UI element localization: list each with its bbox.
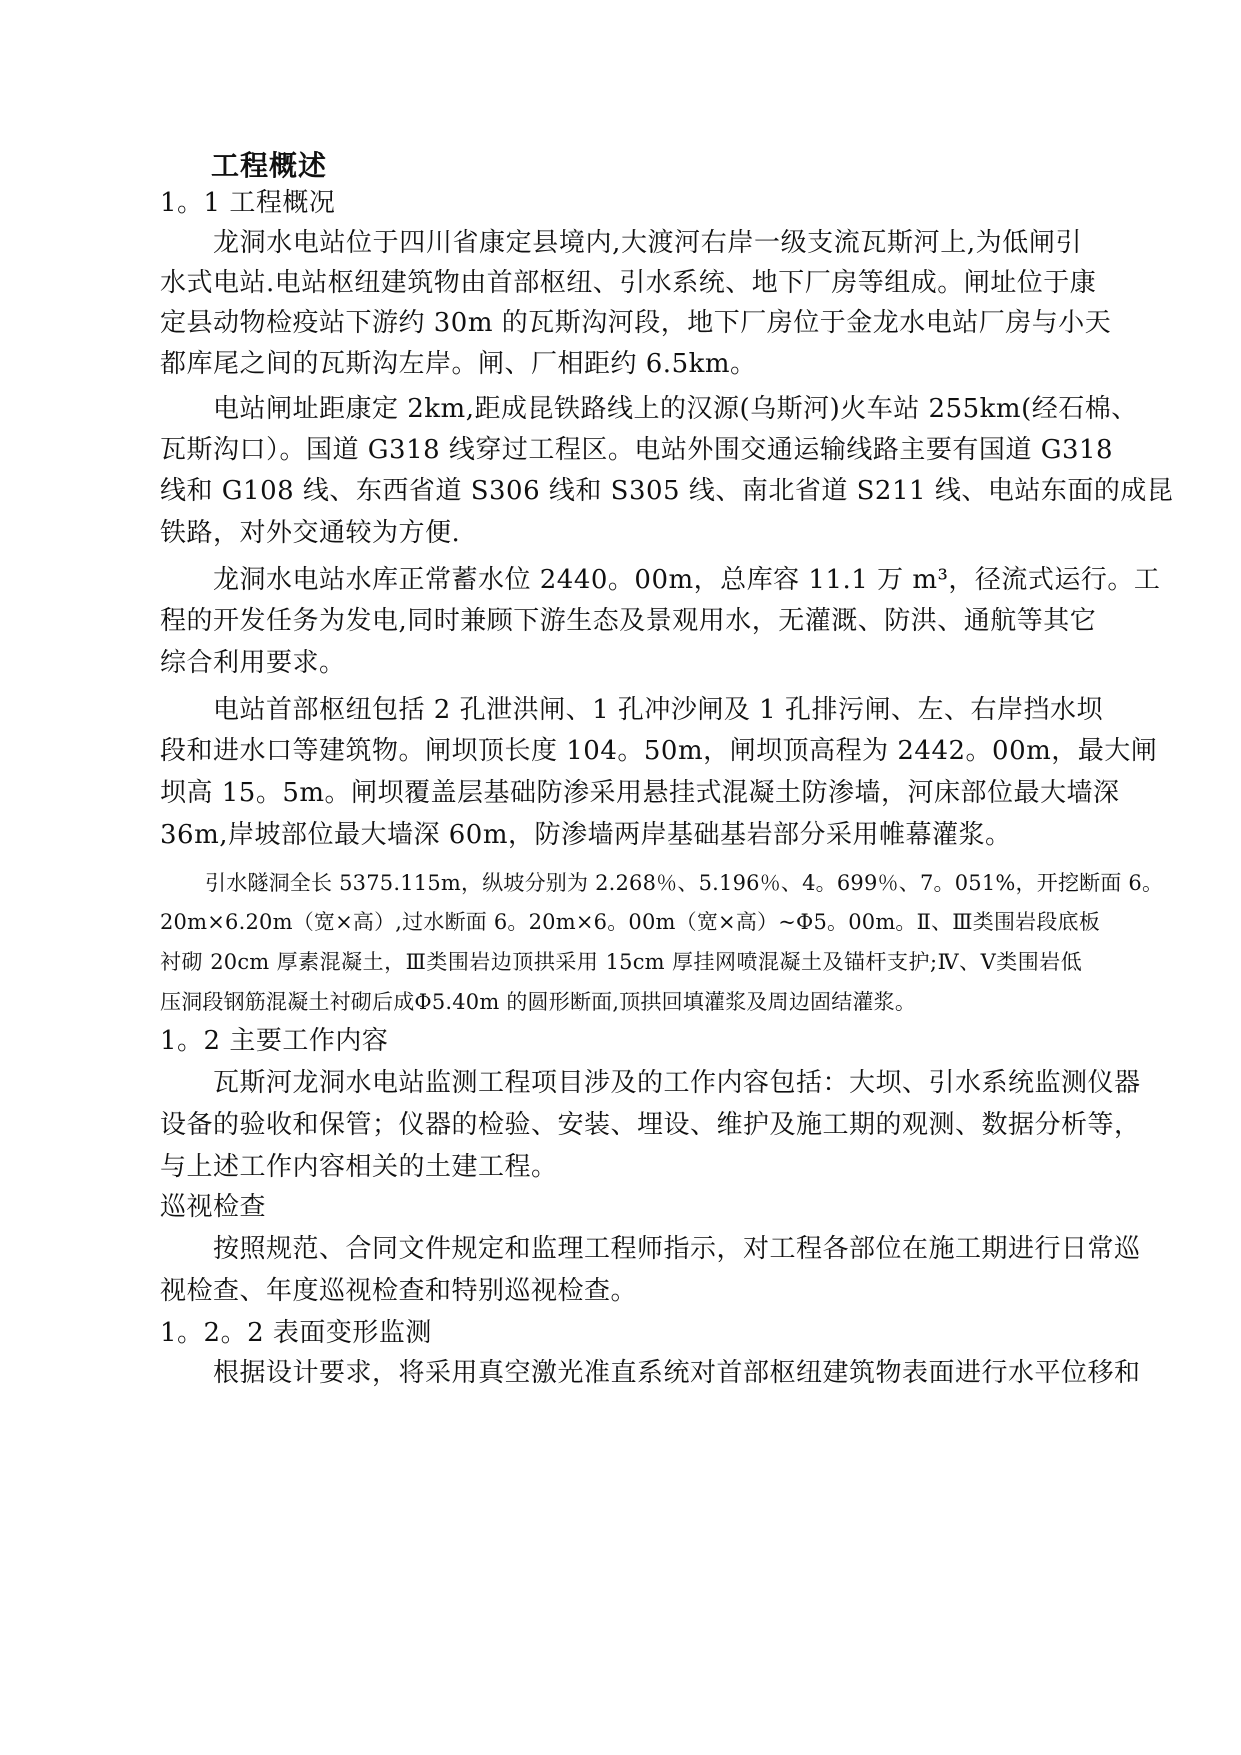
- section-heading-inspection: 巡视检查: [160, 1192, 267, 1222]
- paragraph-line: 龙洞水电站水库正常蓄水位 2440。00m，总库容 11.1 万 m³，径流式运行。工: [213, 565, 1161, 595]
- paragraph-line: 压洞段钢筋混凝土衬砌后成Φ5.40m 的圆形断面,顶拱回填灌浆及周边固结灌浆。: [160, 990, 917, 1014]
- paragraph-line: 综合利用要求。: [160, 648, 346, 678]
- paragraph-line: 视检查、年度巡视检查和特别巡视检查。: [160, 1276, 638, 1306]
- paragraph-line: 电站闸址距康定 2km,距成昆铁路线上的汉源(乌斯河)火车站 255km(经石棉、: [213, 394, 1138, 424]
- paragraph-line: 引水隧洞全长 5375.115m，纵坡分别为 2.268％、5.196％、4。699％、7。051%，开挖断面 6。: [205, 871, 1164, 895]
- paragraph-line: 线和 G108 线、东西省道 S306 线和 S305 线、南北省道 S211 线、电站东面的成昆: [160, 476, 1174, 506]
- section-heading-1-1: 1。1 工程概况: [160, 188, 336, 218]
- paragraph-line: 根据设计要求，将采用真空激光准直系统对首部枢纽建筑物表面进行水平位移和: [213, 1358, 1141, 1388]
- paragraph-line: 都库尾之间的瓦斯沟左岸。闸、厂相距约 6.5km。: [160, 349, 757, 379]
- paragraph-line: 龙洞水电站位于四川省康定县境内,大渡河右岸一级支流瓦斯河上,为低闸引: [213, 228, 1082, 258]
- document-title: 工程概述: [211, 149, 328, 182]
- paragraph-line: 水式电站.电站枢纽建筑物由首部枢纽、引水系统、地下厂房等组成。闸址位于康: [160, 268, 1097, 298]
- section-heading-1-2-2: 1。2。2 表面变形监测: [160, 1318, 432, 1348]
- paragraph-line: 20m×6.20m（宽×高）,过水断面 6。20m×6。00m（宽×高）~Φ5。00m。Ⅱ、Ⅲ类围岩段底板: [160, 910, 1100, 934]
- paragraph-line: 36m,岸坡部位最大墙深 60m，防渗墙两岸基础基岩部分采用帷幕灌浆。: [160, 820, 1012, 850]
- paragraph-line: 定县动物检疫站下游约 30m 的瓦斯沟河段，地下厂房位于金龙水电站厂房与小天: [160, 308, 1112, 338]
- paragraph-line: 段和进水口等建筑物。闸坝顶长度 104。50m，闸坝顶高程为 2442。00m，最大闸: [160, 736, 1158, 766]
- paragraph-line: 设备的验收和保管；仪器的检验、安装、埋设、维护及施工期的观测、数据分析等，: [160, 1110, 1141, 1140]
- paragraph-line: 程的开发任务为发电,同时兼顾下游生态及景观用水，无灌溉、防洪、通航等其它: [160, 606, 1097, 636]
- paragraph-line: 衬砌 20cm 厚素混凝土，Ⅲ类围岩边顶拱采用 15cm 厚挂网喷混凝土及锚杆支护;Ⅳ、Ⅴ类围岩低: [160, 950, 1082, 974]
- section-heading-1-2: 1。2 主要工作内容: [160, 1026, 389, 1056]
- paragraph-line: 坝高 15。5m。闸坝覆盖层基础防渗采用悬挂式混凝土防渗墙，河床部位最大墙深: [160, 778, 1120, 808]
- paragraph-line: 与上述工作内容相关的土建工程。: [160, 1152, 558, 1182]
- paragraph-line: 瓦斯河龙洞水电站监测工程项目涉及的工作内容包括：大坝、引水系统监测仪器: [213, 1068, 1141, 1098]
- paragraph-line: 按照规范、合同文件规定和监理工程师指示，对工程各部位在施工期进行日常巡: [213, 1234, 1141, 1264]
- paragraph-line: 铁路，对外交通较为方便.: [160, 518, 461, 548]
- paragraph-line: 瓦斯沟口）。国道 G318 线穿过工程区。电站外围交通运输线路主要有国道 G318: [160, 435, 1114, 465]
- paragraph-line: 电站首部枢纽包括 2 孔泄洪闸、1 孔冲沙闸及 1 孔排污闸、左、右岸挡水坝: [213, 695, 1103, 725]
